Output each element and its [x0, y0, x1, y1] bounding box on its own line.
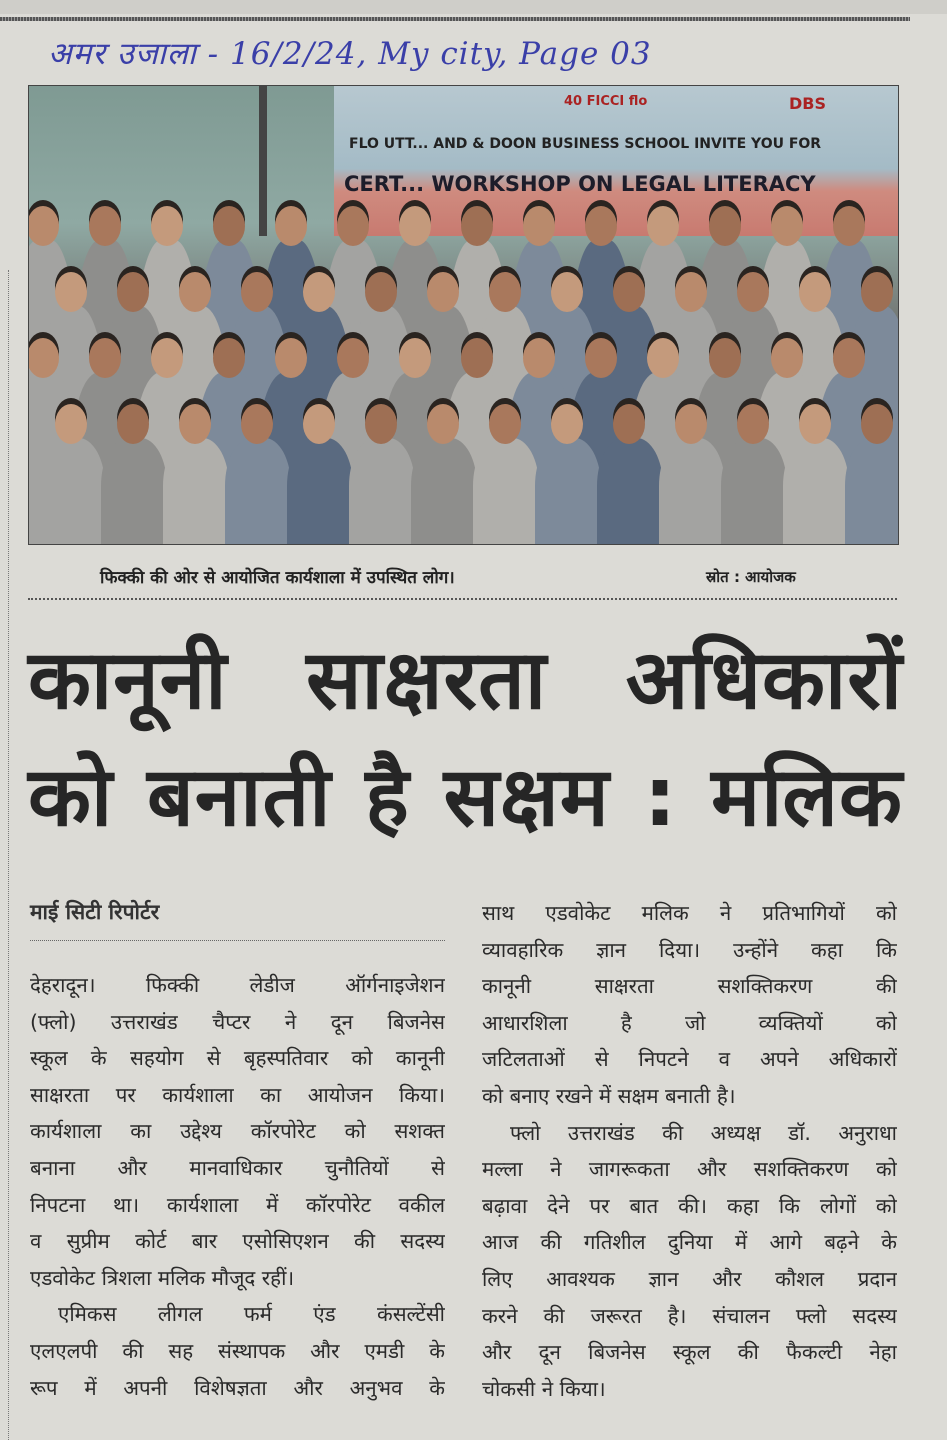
person-head — [771, 338, 803, 378]
person-body — [535, 438, 601, 545]
person-head — [551, 404, 583, 444]
person-head — [675, 272, 707, 312]
person-head — [647, 338, 679, 378]
person-head — [89, 206, 121, 246]
person-body — [597, 438, 663, 545]
person-head — [117, 272, 149, 312]
column-border — [8, 270, 9, 1440]
person-head — [399, 206, 431, 246]
person-head — [303, 404, 335, 444]
person-head — [365, 272, 397, 312]
article-line: (फ्लो) उत्तराखंड चैप्टर ने दून बिजनेस — [30, 1009, 445, 1034]
person-body — [349, 438, 415, 545]
person-head — [861, 404, 893, 444]
person-body — [101, 438, 167, 545]
person-head — [675, 404, 707, 444]
article-line: मल्ला ने जागरूकता और सशक्तिकरण को — [482, 1157, 897, 1182]
person-head — [55, 272, 87, 312]
person-head — [179, 404, 211, 444]
person-head — [365, 404, 397, 444]
person-head — [861, 272, 893, 312]
person-head — [551, 272, 583, 312]
person-head — [275, 206, 307, 246]
person-head — [833, 206, 865, 246]
banner-line-1: FLO UTT... AND & DOON BUSINESS SCHOOL INVITE YOU FOR — [349, 136, 822, 152]
person-head — [117, 404, 149, 444]
person-head — [799, 404, 831, 444]
person-head — [179, 272, 211, 312]
handwritten-source-note: अमर उजाला - 16/2/24, My city, Page 03 — [48, 36, 652, 72]
article-line: साथ एडवोकेट मलिक ने प्रतिभागियों को — [482, 901, 897, 925]
person-head — [461, 338, 493, 378]
person-head — [337, 338, 369, 378]
person-body — [845, 438, 899, 545]
person-head — [833, 338, 865, 378]
person-head — [523, 338, 555, 378]
person-body — [287, 438, 353, 545]
person-head — [585, 206, 617, 246]
article-line: एलएलपी की सह संस्थापक और एमडी के — [30, 1338, 445, 1363]
page-top-edge — [0, 0, 947, 14]
article-column-left — [30, 967, 445, 1406]
person-head — [427, 272, 459, 312]
person-head — [737, 404, 769, 444]
person-head — [489, 272, 521, 312]
article-column-right — [482, 895, 897, 1407]
article-line: जटिलताओं से निपटने व अपने अधिकारों — [482, 1047, 897, 1072]
article-line: बढ़ावा देने पर बात की। कहा कि लोगों को — [482, 1193, 897, 1218]
headline-line-1: कानूनी साक्षरता अधिकारों — [28, 633, 903, 728]
article-line: बनाना और मानवाधिकार चुनौतियों से — [30, 1155, 445, 1180]
article-line: को बनाए रखने में सक्षम बनाती है। — [482, 1083, 736, 1108]
person-head — [213, 206, 245, 246]
article-line: एमिकस लीगल फर्म एंड कंसल्टेंसी — [58, 1302, 445, 1327]
group-of-people — [29, 206, 898, 544]
person-head — [613, 272, 645, 312]
person-body — [783, 438, 849, 545]
person-body — [659, 438, 725, 545]
person-head — [275, 338, 307, 378]
article-line: फ्लो उत्तराखंड की अध्यक्ष डॉ. अनुराधा — [510, 1120, 897, 1145]
person-body — [163, 438, 229, 545]
photo-caption: फिक्की की ओर से आयोजित कार्यशाला में उपस्थित लोग। — [100, 568, 455, 588]
article-line: व सुप्रीम कोर्ट बार एसोसिएशन की सदस्य — [30, 1229, 445, 1254]
person-body — [225, 438, 291, 545]
person-head — [55, 404, 87, 444]
person-head — [709, 206, 741, 246]
article-line: और दून बिजनेस स्कूल की फैकल्टी नेहा — [482, 1340, 897, 1365]
article-line: निपटना था। कार्यशाला में कॉरपोरेट वकील — [30, 1192, 445, 1217]
dbs-logo: DBS — [789, 94, 826, 113]
person-head — [427, 404, 459, 444]
article-line: लिए आवश्यक ज्ञान और कौशल प्रदान — [482, 1266, 897, 1291]
event-photo — [28, 85, 899, 545]
person-head — [647, 206, 679, 246]
person-head — [28, 206, 59, 246]
article-line: रूप में अपनी विशेषज्ञता और अनुभव के — [30, 1375, 445, 1400]
byline: माई सिटी रिपोर्टर — [30, 900, 160, 924]
article-line: कानूनी साक्षरता सशक्तिकरण की — [482, 974, 897, 999]
person-head — [613, 404, 645, 444]
person-body — [411, 438, 477, 545]
article-line: आधारशिला है जो व्यक्तियों को — [482, 1010, 897, 1035]
person-head — [489, 404, 521, 444]
person-head — [399, 338, 431, 378]
article-line: एडवोकेट त्रिशला मलिक मौजूद रहीं। — [30, 1265, 295, 1290]
article-line: स्कूल के सहयोग से बृहस्पतिवार को कानूनी — [30, 1046, 445, 1071]
ficci-flo-logo: 40 FICCI flo — [564, 94, 648, 109]
person-head — [303, 272, 335, 312]
person-head — [28, 338, 59, 378]
banner-line-2: CERT... WORKSHOP ON LEGAL LITERACY — [344, 172, 816, 196]
person-head — [737, 272, 769, 312]
person-head — [461, 206, 493, 246]
article-line: व्यावहारिक ज्ञान दिया। उन्होंने कहा कि — [482, 937, 897, 962]
person-body — [39, 438, 105, 545]
person-body — [721, 438, 787, 545]
article-line: देहरादून। फिक्की लेडीज ऑर्गनाइजेशन — [30, 973, 445, 997]
person-head — [89, 338, 121, 378]
person-head — [213, 338, 245, 378]
article-line: आज की गतिशील दुनिया में आगे बढ़ने के — [482, 1230, 897, 1255]
person-head — [337, 206, 369, 246]
photo-credit: स्रोत : आयोजक — [706, 568, 796, 586]
person-head — [771, 206, 803, 246]
person-head — [523, 206, 555, 246]
person-head — [241, 404, 273, 444]
byline-divider — [30, 940, 445, 941]
person-head — [585, 338, 617, 378]
top-rule — [0, 17, 910, 21]
person-head — [151, 338, 183, 378]
caption-divider — [28, 598, 897, 600]
person-head — [709, 338, 741, 378]
article-line: साक्षरता पर कार्यशाला का आयोजन किया। — [30, 1082, 445, 1107]
person-head — [151, 206, 183, 246]
article-line: चोकसी ने किया। — [482, 1376, 606, 1401]
headline-line-2: को बनाती है सक्षम : मलिक — [28, 750, 903, 845]
person-head — [241, 272, 273, 312]
person-head — [799, 272, 831, 312]
article-line: करने की जरूरत है। संचालन फ्लो सदस्य — [482, 1303, 897, 1328]
article-line: कार्यशाला का उद्देश्य कॉरपोरेट को सशक्त — [30, 1119, 445, 1144]
person-body — [473, 438, 539, 545]
